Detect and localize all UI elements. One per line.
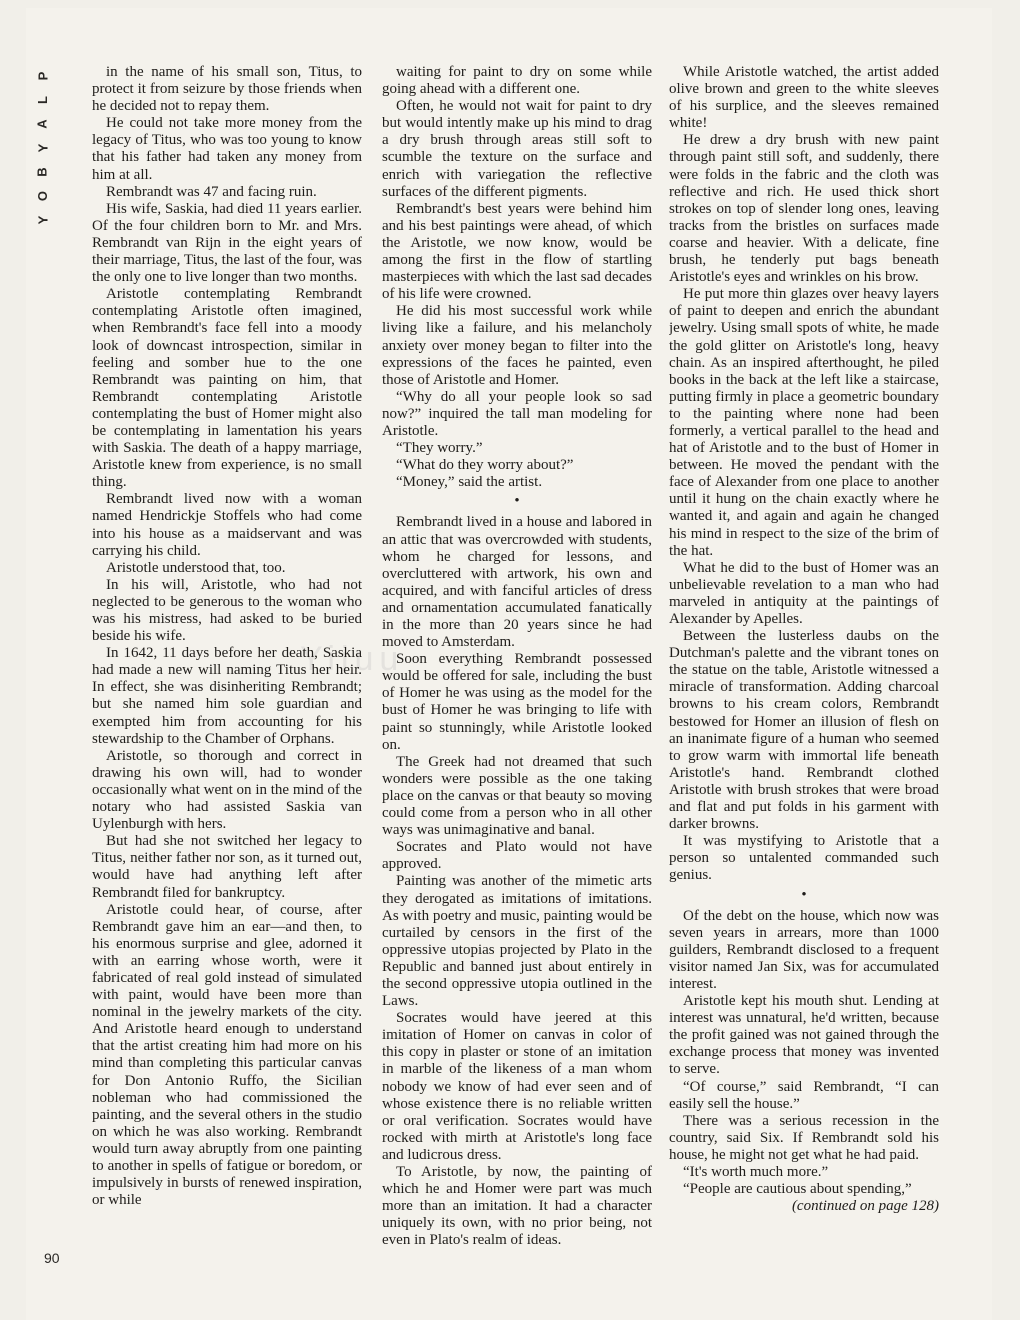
paragraph: Rembrandt's best years were behind him and his best paintings were ahead, of which the Aristotle, we now know, would be among the first in the flow of startling masterpieces with which the last sad decades of his life were crowned. [382,200,652,303]
brand-letter: Y [34,143,50,153]
brand-letter: B [34,167,50,177]
paragraph: Between the lusterless daubs on the Dutchman's palette and the vibrant tones on the statue on the table, Aristotle witnessed a miracle of transformation. Adding charcoal browns to his cream colors, Rembrandt bestowed for Homer an illusion of flesh on an inanimate figure of a human who seemed to grow warm with immortal life beneath Aristotle's hand. Rembrandt clothed Aristotle with brush strokes that were broad and flat and put folds in his garment with darker browns. [669,628,939,833]
text-column-3 [669,64,939,1274]
watermark: Yiiuu [300,640,405,678]
paragraph: waiting for paint to dry on some while going ahead with a different one. [382,64,652,98]
paragraph: To Aristotle, by now, the painting of which he and Homer were part was much more than an imitation. It had a character uniquely its own, with no prior being, not even in Plato's realm of ideas. [382,1164,652,1249]
paragraph: Aristotle contemplating Rembrandt contemplating Aristotle often imagined, when Rembrandt's face fell into a moody look of downcast introspection, similar in feeling and somber hue to the one Rembrandt was painting on him, that Rembrandt contemplating Aristotle contemplating the bust of Homer might also be contemplating in lamentation his years with Saskia. The death of a happy marriage, Aristotle knew from experience, is no small thing. [92,286,362,491]
paragraph: Aristotle understood that, too. [106,559,286,576]
paragraph: Aristotle kept his mouth shut. Lending at interest was unnatural, he'd written, because the profit gained was not gained through the exchange process that money was invented to serve. [669,993,939,1078]
paragraph: “Why do all your people look so sad now?” inquired the tall man modeling for Aristotle. [382,388,652,439]
brand-letter: Y [34,215,50,225]
brand-letter: A [34,119,50,129]
paragraph: “It's worth much more.” [683,1164,829,1180]
brand-letter: L [34,96,50,104]
section-break: • [801,886,807,903]
paragraph: What he did to the bust of Homer was an unbelievable revelation to a man who had marveled in antiquity at the paintings of Alexander by Apelles. [669,559,939,627]
paragraph: Of the debt on the house, which now was seven years in arrears, more than 1000 guilders, Rembrandt disclosed to a frequent visitor named Jan Six, was for accumulated interest. [669,907,939,992]
paragraph: Aristotle, so thorough and correct in drawing his own will, had to wonder occasionally what went on in the mind of the notary who had assisted Saskia van Uylenburgh with hers. [92,747,362,833]
paragraph: “Money,” said the artist. [396,474,543,491]
paragraph: He did his most successful work while living like a failure, and his melancholy anxiety over money began to filter into the expressions of the faces he painted, even those of Aristotle and Homer. [382,303,652,388]
paragraph: Socrates would have jeered at this imitation of Homer on canvas in color of this copy in plaster or stone of an imitation in marble of the likeness of a man whom nobody we know of had ever seen and of whose existence there is no reliable written or oral verification. Socrates would have rocked with mirth at Aristotle's long face and ludicrous dress. [382,1010,652,1163]
paragraph: The Greek had not dreamed that such wonders were possible as the one taking place on the canvas or that beauty so moving could come from a person who in all other ways was unimaginative and banal. [382,753,652,839]
text-column-2 [382,64,652,1274]
paragraph: “They worry.” [396,440,483,457]
paragraph: He could not take more money from the legacy of Titus, who was too young to know that his father had taken any money from him at all. [92,115,362,183]
sidebar-brand [30,64,56,232]
paragraph: “People are cautious about spending,” [683,1181,912,1198]
paragraph: in the name of his small son, Titus, to protect it from seizure by those friends when he decided not to repay them. [92,64,362,115]
page-number: 90 [44,1250,60,1266]
paragraph: He drew a dry brush with new paint through paint still soft, and suddenly, there were folds in the fabric and the cloth was reflective and rich. He used thick short strokes on top of slender long ones, leaving tracks from the bristles on surfaces made coarse and heavier. With a delicate, fine brush, he tenderly put bags beneath Aristotle's eyes and wrinkles on his brow. [669,132,939,286]
paragraph: Socrates and Plato would not have approved. [382,839,652,873]
paragraph: “Of course,” said Rembrandt, “I can easily sell the house.” [669,1078,939,1112]
paragraph: There was a serious recession in the country, said Six. If Rembrandt sold his house, he might not get what he had paid. [669,1112,939,1163]
brand-letter: O [35,190,50,202]
paragraph: Soon everything Rembrandt possessed would be offered for sale, including the bust of Homer he was using as the model for the bust of Homer he was bringing to life with paint so stunningly, while Aristotle looked on. [382,651,652,753]
paragraph: In his will, Aristotle, who had not neglected to be generous to the woman who was his mistress, had asked to be buried beside his wife. [92,576,362,645]
section-break: • [514,493,520,510]
paragraph: In 1642, 11 days before her death, Saskia had made a new will naming Titus her heir. In effect, she was disinheriting Rembrandt; but she named him sole guardian and exempted him from accounting for his stewardship to the Chamber of Orphans. [92,645,362,747]
paragraph: But had she not switched her legacy to Titus, neither father nor son, as it turned out, would have had anything left after Rembrandt filed for bankruptcy. [92,833,362,901]
paragraph: Rembrandt lived in a house and labored in an attic that was overcrowded with students, whom he charged for lessons, and overcluttered with artwork, his own and acquired, and with fanciful articles of dress and ornamentation accumulated fanatically in the more than 20 years since he had moved to Amsterdam. [382,514,652,651]
continued-note: (continued on page 128) [791,1198,939,1215]
paragraph: His wife, Saskia, had died 11 years earlier. Of the four children born to Mr. and Mrs. Rembrandt van Rijn in the eight years of their marriage, Titus, the last of the four, was the only one to live longer than two months. [92,200,362,286]
paragraph: It was mystifying to Aristotle that a person so untalented commanded such genius. [669,833,939,884]
paragraph: Rembrandt was 47 and facing ruin. [106,183,317,200]
paragraph: Painting was another of the mimetic arts they derogated as imitations of imitations. As with poetry and music, painting would be curtailed by censors in the first of the oppressive utopias projected by Plato in the Republic and banned just about entirely in the second oppressive utopia outlined in the Laws. [382,873,652,1010]
paragraph: Often, he would not wait for paint to dry but would intently make up his mind to drag a dry brush through areas still soft to scumble the texture on the surface and enrich with variegation the reflective surfaces of the different pigments. [382,98,652,200]
paragraph: While Aristotle watched, the artist added olive brown and green to the white sleeves of his surplice, and the sleeves remained white! [669,64,939,132]
text-column-1 [92,64,362,1274]
paragraph: He put more thin glazes over heavy layers of paint to deepen and enrich the abundant jewelry. Using small spots of white, he made the gold glitter on Aristotle's long, heavy chain. As an inspired afterthought, he piled books in the back at the left like a staircase, putting firmly in place a geometric boundary to the painting where none had been formerly, a vertical parallel to the head and hat of Aristotle and to the bust of Homer in between. He moved the pendant with the face of Alexander from one place to another until it hung on the chain exactly where he wanted it, and again and again he changed his mind in respect to the size of the brim of the hat. [669,286,939,559]
paragraph: Rembrandt lived now with a woman named Hendrickje Stoffels who had come into his house as a maidservant and was carrying his child. [92,491,362,559]
paragraph: “What do they worry about?” [396,457,574,474]
paragraph: Aristotle could hear, of course, after Rembrandt gave him an ear—and then, to his enormous surprise and glee, adorned it with an earring whose worth, were it fabricated of real gold instead of simulated with paint, would have been more than nominal in the jewelry markets of the city. And Aristotle heard enough to understand that the artist creating him had more on his mind than completing this particular canvas for Don Antonio Ruffo, the Sicilian nobleman who had commissioned the painting, and the several others in the studio on which he was also working. Rembrandt would turn away abruptly from one painting to another in spells of fatigue or boredom, or impulsively in bursts of renewed inspiration, or while [92,901,362,1209]
brand-letter: P [34,71,50,81]
